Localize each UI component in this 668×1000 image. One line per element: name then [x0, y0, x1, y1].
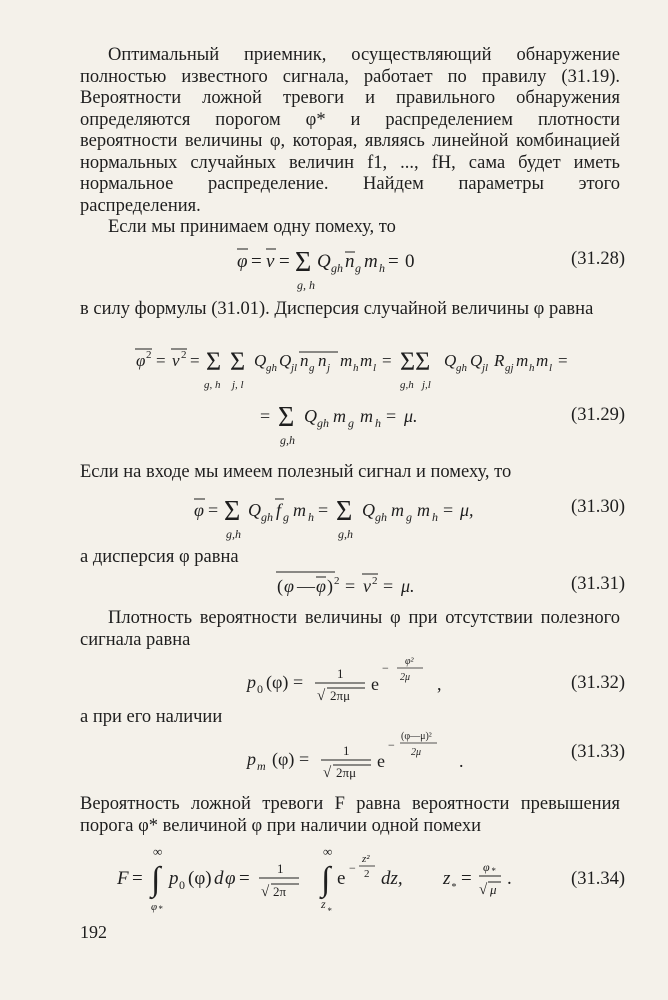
- svg-text:j,l: j,l: [422, 379, 431, 391]
- svg-text:∞: ∞: [323, 844, 333, 859]
- svg-text:=: =: [299, 749, 310, 769]
- svg-text:): ): [327, 576, 333, 596]
- svg-text:h: h: [308, 510, 314, 524]
- svg-text:(: (: [277, 576, 283, 596]
- svg-text:Q: Q: [304, 406, 317, 426]
- svg-text:φ: φ: [225, 868, 236, 889]
- svg-text:,: ,: [437, 674, 442, 694]
- equation-31-28: [70, 243, 625, 293]
- svg-text:gh: gh: [331, 261, 343, 275]
- svg-text:h: h: [379, 261, 385, 275]
- formula-31-33: [245, 725, 505, 781]
- formula-31-30: [192, 494, 532, 544]
- svg-text:=: =: [156, 351, 166, 370]
- svg-text:—: —: [297, 576, 315, 596]
- svg-text:2μ: 2μ: [400, 672, 411, 683]
- svg-text:gh: gh: [375, 510, 387, 524]
- svg-text:=: =: [208, 500, 219, 520]
- equation-31-29-line1: [70, 344, 625, 396]
- svg-text:φ: φ: [284, 576, 294, 596]
- svg-text:Q: Q: [279, 351, 292, 370]
- svg-text:g: g: [406, 510, 412, 524]
- svg-text:h: h: [353, 362, 359, 374]
- svg-text:Q: Q: [362, 500, 375, 520]
- svg-text:=: =: [239, 868, 250, 889]
- svg-text:dz,: dz,: [381, 868, 403, 889]
- page-number: 192: [80, 922, 107, 942]
- svg-text:μ,: μ,: [460, 500, 474, 520]
- svg-text:Σ: Σ: [230, 347, 246, 376]
- equation-31-33: [70, 725, 625, 781]
- svg-text:m: m: [364, 251, 378, 272]
- svg-text:e: e: [337, 868, 346, 889]
- svg-text:=: =: [383, 576, 394, 596]
- svg-text:μ: μ: [490, 882, 497, 897]
- svg-text:2πμ: 2πμ: [330, 688, 351, 702]
- svg-text:jl: jl: [291, 362, 298, 374]
- svg-text:Q: Q: [248, 500, 261, 520]
- svg-text:*: *: [491, 866, 496, 876]
- svg-text:−: −: [349, 861, 356, 875]
- svg-text:m: m: [257, 759, 266, 773]
- svg-text:∫: ∫: [321, 861, 331, 898]
- svg-text:m: m: [536, 351, 549, 370]
- svg-text:(φ): (φ): [272, 749, 295, 769]
- svg-text:=: =: [251, 251, 262, 272]
- paragraph-density-no-signal: Плотность вероятности величины φ при отсутствии полезного сигнала равна: [80, 608, 620, 650]
- equation-number: (31.30): [571, 497, 625, 517]
- svg-text:2π: 2π: [273, 884, 287, 899]
- paragraph-with-signal: а при его наличии: [80, 707, 223, 727]
- svg-text:m: m: [340, 351, 353, 370]
- svg-text:φ: φ: [194, 500, 204, 520]
- svg-text:*: *: [451, 882, 456, 893]
- svg-text:*: *: [327, 906, 332, 914]
- equation-31-30: [70, 494, 625, 544]
- svg-text:=: =: [461, 868, 472, 889]
- equation-31-31: [70, 568, 625, 600]
- svg-text:=: =: [558, 351, 568, 370]
- svg-text:g,h: g,h: [400, 379, 414, 391]
- svg-text:m: m: [417, 500, 430, 520]
- svg-text:e: e: [371, 674, 379, 694]
- svg-text:F: F: [117, 868, 129, 889]
- svg-text:2μ: 2μ: [411, 747, 422, 758]
- svg-text:p: p: [247, 749, 256, 769]
- svg-text:h: h: [375, 416, 381, 430]
- svg-text:gh: gh: [456, 362, 467, 374]
- svg-text:Q: Q: [254, 351, 267, 370]
- svg-text:z: z: [443, 868, 451, 889]
- svg-text:Σ: Σ: [224, 496, 241, 527]
- svg-text:*: *: [158, 904, 163, 914]
- equation-31-32: [70, 650, 625, 702]
- svg-text:1: 1: [343, 743, 350, 758]
- svg-text:2: 2: [146, 349, 152, 361]
- svg-text:φ: φ: [316, 576, 326, 596]
- paragraph-dispersion: в силу формулы (31.01). Дисперсия случайной величины φ равна: [80, 299, 594, 319]
- paragraph-variance: а дисперсия φ равна: [80, 547, 239, 567]
- svg-text:n: n: [300, 351, 309, 370]
- svg-text:m: m: [293, 500, 306, 520]
- svg-text:g, h: g, h: [204, 379, 221, 391]
- svg-text:d: d: [214, 868, 224, 889]
- svg-text:=: =: [386, 406, 397, 426]
- svg-text:0: 0: [179, 878, 185, 892]
- equation-31-34: [70, 842, 625, 914]
- svg-text:μ.: μ.: [401, 576, 415, 596]
- paragraph-intro: Оптимальный приемник, осуществляющий обнаружение полностью известного сигнала, работает по правилу (31.19). Вероятности ложной тревоги и правильного обнаружения определяются порогом φ* и распределением плотности вероятности величины φ, которая, являясь линейной комбинацией нормальных случайных величин f1, ..., fH, сама будет иметь нормальное распределение. Найдем параметры этого распределения.: [80, 45, 620, 216]
- svg-text:j, l: j, l: [232, 379, 244, 391]
- svg-text:h: h: [529, 362, 535, 374]
- svg-text:Q: Q: [317, 251, 331, 272]
- svg-text:p: p: [169, 868, 179, 889]
- svg-text:g: g: [309, 362, 315, 374]
- svg-text:1: 1: [277, 861, 284, 876]
- svg-text:n: n: [318, 351, 327, 370]
- svg-text:g, h: g, h: [297, 278, 315, 292]
- svg-text:gj: gj: [505, 362, 514, 374]
- svg-text:2πμ: 2πμ: [336, 765, 357, 780]
- svg-text:2: 2: [334, 575, 340, 587]
- svg-text:ν: ν: [363, 576, 371, 596]
- svg-text:m: m: [516, 351, 529, 370]
- formula-31-29-a: [132, 344, 632, 396]
- svg-text:2: 2: [372, 575, 378, 587]
- svg-text:g,h: g,h: [338, 527, 353, 541]
- svg-text:ν: ν: [266, 251, 275, 272]
- equation-number: (31.31): [571, 574, 625, 594]
- svg-text:m: m: [391, 500, 404, 520]
- svg-text:0: 0: [405, 251, 415, 272]
- equation-number: (31.33): [571, 742, 625, 762]
- svg-text:=: =: [190, 351, 200, 370]
- svg-text:.: .: [459, 751, 464, 771]
- formula-31-29-b: [260, 398, 490, 450]
- formula-31-34: [115, 842, 595, 914]
- svg-text:g: g: [355, 261, 361, 275]
- svg-text:m: m: [360, 406, 373, 426]
- equation-31-29-line2: [70, 398, 625, 450]
- paragraph-one-noise: Если мы принимаем одну помеху, то: [108, 217, 396, 237]
- svg-text:(φ—μ)²: (φ—μ)²: [401, 731, 432, 742]
- svg-text:=: =: [388, 251, 399, 272]
- svg-text:φ²: φ²: [405, 656, 414, 667]
- equation-number: (31.32): [571, 673, 625, 693]
- svg-text:φ: φ: [136, 351, 146, 370]
- svg-text:jl: jl: [482, 362, 489, 374]
- svg-text:=: =: [132, 868, 143, 889]
- svg-text:m: m: [360, 351, 373, 370]
- svg-text:=: =: [279, 251, 290, 272]
- svg-text:∞: ∞: [153, 844, 163, 859]
- formula-31-31: [275, 568, 475, 600]
- svg-text:ν: ν: [172, 351, 180, 370]
- svg-text:1: 1: [337, 666, 344, 681]
- svg-text:2: 2: [364, 868, 370, 880]
- svg-text:φ: φ: [483, 860, 490, 874]
- svg-text:Σ: Σ: [336, 496, 353, 527]
- svg-text:=: =: [443, 500, 454, 520]
- svg-text:p: p: [247, 672, 256, 692]
- svg-text:=: =: [260, 406, 271, 426]
- svg-text:=: =: [293, 672, 304, 692]
- svg-text:Σ: Σ: [295, 247, 312, 278]
- svg-text:z²: z²: [362, 853, 370, 865]
- svg-text:g,h: g,h: [280, 433, 295, 447]
- svg-text:√: √: [317, 688, 326, 702]
- svg-text:g: g: [348, 416, 354, 430]
- svg-text:gh: gh: [266, 362, 277, 374]
- svg-text:=: =: [318, 500, 329, 520]
- svg-text:gh: gh: [261, 510, 273, 524]
- svg-text:−: −: [382, 661, 389, 675]
- svg-text:Σ: Σ: [206, 347, 222, 376]
- svg-text:φ: φ: [237, 251, 248, 272]
- svg-text:=: =: [382, 351, 392, 370]
- svg-text:R: R: [494, 351, 505, 370]
- svg-text:√: √: [323, 765, 332, 781]
- svg-text:.: .: [507, 868, 512, 889]
- svg-text:l: l: [373, 362, 377, 374]
- equation-number: (31.34): [571, 869, 625, 889]
- svg-text:gh: gh: [317, 416, 329, 430]
- equation-number: (31.29): [571, 405, 625, 425]
- svg-text:z: z: [321, 897, 326, 911]
- equation-number: (31.28): [571, 249, 625, 269]
- svg-text:√: √: [261, 884, 270, 900]
- svg-text:(φ): (φ): [188, 868, 212, 889]
- svg-text:=: =: [345, 576, 356, 596]
- svg-text:μ.: μ.: [404, 406, 418, 426]
- svg-text:φ: φ: [151, 901, 158, 913]
- svg-text:2: 2: [181, 349, 187, 361]
- svg-text:h: h: [432, 510, 438, 524]
- svg-text:m: m: [333, 406, 346, 426]
- paragraph-false-alarm: Вероятность ложной тревоги F равна вероятности превышения порога φ* величиной φ при наличии одной помехи: [80, 794, 620, 836]
- paragraph-signal-noise: Если на входе мы имеем полезный сигнал и помеху, то: [80, 462, 512, 482]
- svg-text:(φ): (φ): [266, 672, 289, 692]
- svg-text:g,h: g,h: [226, 527, 241, 541]
- svg-text:ΣΣ: ΣΣ: [400, 347, 431, 376]
- svg-text:Q: Q: [470, 351, 483, 370]
- svg-text:f: f: [276, 500, 282, 520]
- svg-text:Q: Q: [444, 351, 457, 370]
- svg-text:∫: ∫: [151, 861, 161, 898]
- svg-text:j: j: [327, 362, 331, 374]
- formula-31-32: [245, 650, 485, 702]
- svg-text:n: n: [345, 251, 355, 272]
- svg-text:e: e: [377, 751, 385, 771]
- svg-text:g: g: [283, 510, 289, 524]
- svg-text:√: √: [479, 882, 488, 898]
- formula-31-28: [235, 243, 535, 293]
- svg-text:Σ: Σ: [278, 402, 295, 433]
- svg-text:l: l: [549, 362, 553, 374]
- svg-text:0: 0: [257, 682, 263, 696]
- svg-text:−: −: [388, 738, 395, 752]
